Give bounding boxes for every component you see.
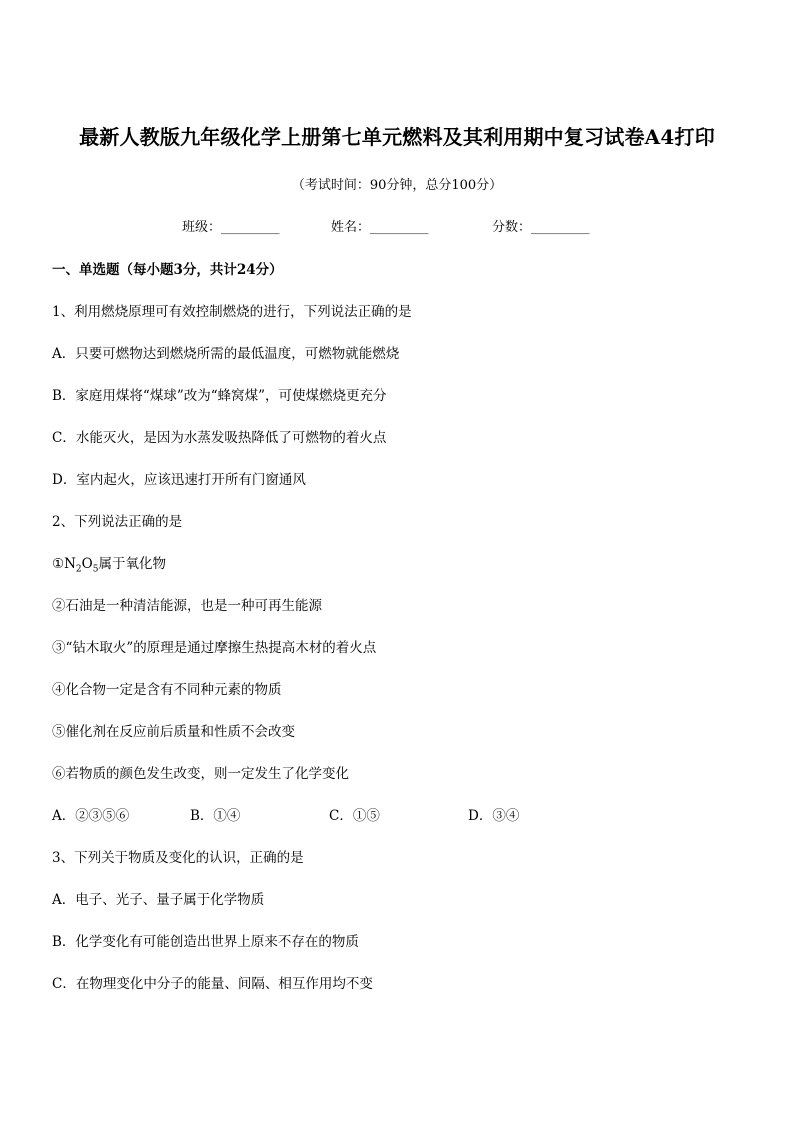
exam-info: （考试时间：90分钟，总分100分） — [291, 178, 503, 193]
question-3-option-c: C．在物理变化中分子的能量、间隔、相互作用均不变 — [52, 976, 373, 992]
question-1-option-a: A．只要可燃物达到燃烧所需的最低温度，可燃物就能燃烧 — [52, 346, 400, 362]
question-1-option-d: D．室内起火，应该迅速打开所有门窗通风 — [52, 472, 306, 488]
statement-1-mid: O — [81, 556, 93, 572]
statement-1-suffix: 属于氧化物 — [98, 556, 166, 572]
question-2-statement-4: ④化合物一定是含有不同种元素的物质 — [52, 682, 282, 698]
question-3-option-a: A．电子、光子、量子属于化学物质 — [52, 892, 265, 908]
question-2-option-b: B．①④ — [190, 808, 241, 824]
subscript-2: 2 — [75, 564, 82, 575]
question-2-option-a: A．②③⑤⑥ — [52, 808, 130, 824]
question-3-option-b: B．化学变化有可能创造出世界上原来不存在的物质 — [52, 934, 359, 950]
question-3-stem: 3、下列关于物质及变化的认识，正确的是 — [52, 850, 304, 866]
section-heading: 一、单选题（每小题3分，共计24分） — [52, 262, 283, 278]
question-2-option-d: D．③④ — [468, 808, 520, 824]
question-2-statement-3: ③“钻木取火”的原理是通过摩擦生热提高木材的着火点 — [52, 640, 377, 656]
question-2-statement-1 — [52, 552, 166, 575]
question-2-statement-5: ⑤催化剂在反应前后质量和性质不会改变 — [52, 724, 295, 740]
name-field: 姓名：_________ — [331, 220, 429, 235]
question-2-option-c: C．①⑤ — [329, 808, 380, 824]
subscript-5: 5 — [92, 564, 99, 575]
class-field: 班级：_________ — [182, 220, 280, 235]
question-2-stem: 2、下列说法正确的是 — [52, 514, 183, 530]
document-title: 最新人教版九年级化学上册第七单元燃料及其利用期中复习试卷A4打印 — [79, 125, 715, 149]
statement-1-prefix: ①N — [52, 556, 76, 572]
question-2-statement-2: ②石油是一种清洁能源，也是一种可再生能源 — [52, 598, 322, 614]
score-field: 分数：_________ — [492, 220, 590, 235]
question-1-option-c: C．水能灭火，是因为水蒸发吸热降低了可燃物的着火点 — [52, 430, 387, 446]
question-1-option-b: B．家庭用煤将“煤球”改为“蜂窝煤”，可使煤燃烧更充分 — [52, 388, 387, 404]
question-2-statement-6: ⑥若物质的颜色发生改变，则一定发生了化学变化 — [52, 766, 349, 782]
question-1-stem: 1、利用燃烧原理可有效控制燃烧的进行，下列说法正确的是 — [52, 304, 412, 320]
